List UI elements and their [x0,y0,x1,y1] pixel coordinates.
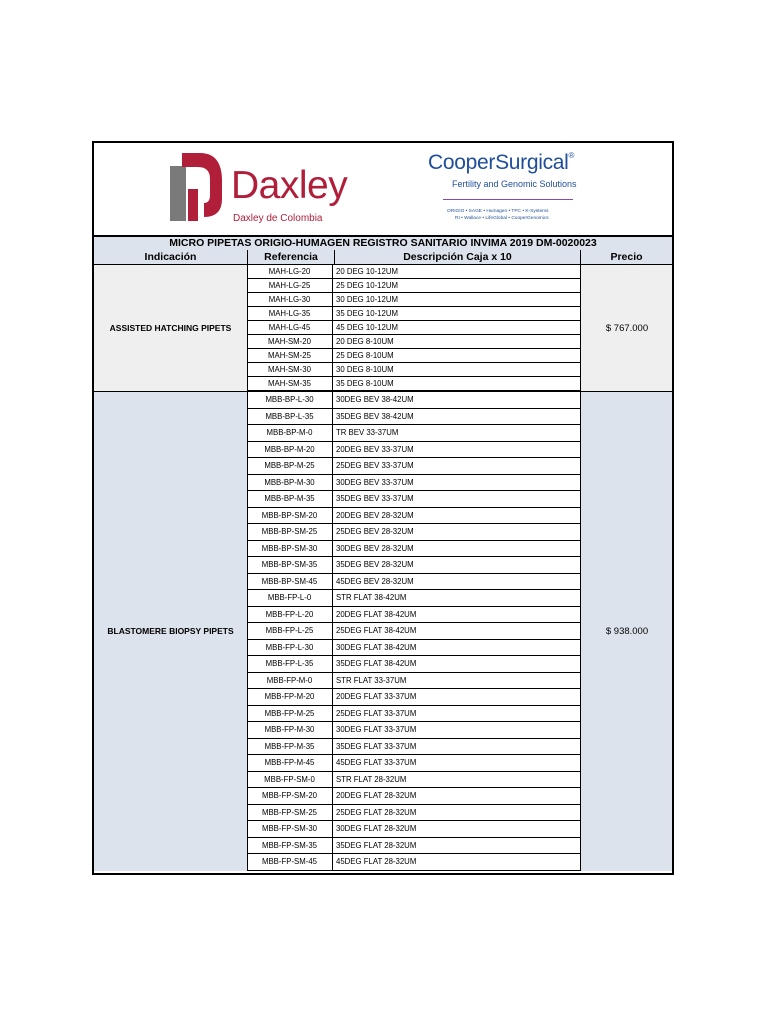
row-referencia: MBB-BP-M-25 [247,458,333,474]
row-descripcion: 45DEG BEV 28-32UM [336,576,414,586]
table-row [247,458,580,475]
table-row [247,307,580,321]
row-referencia: MBB-FP-SM-45 [247,854,333,870]
row-referencia: MBB-BP-SM-35 [247,557,333,573]
row-descripcion: 35DEG BEV 38-42UM [336,411,414,421]
coopersurgical-wordmark [428,152,574,173]
table-row [247,838,580,855]
table-row [247,508,580,525]
table-row [247,557,580,574]
table-row [247,392,580,409]
row-referencia: MAH-LG-25 [247,279,333,292]
row-descripcion: 25DEG FLAT 38-42UM [336,626,417,636]
row-referencia: MBB-FP-L-35 [247,656,333,672]
table-row [247,656,580,673]
table-row [247,279,580,293]
price-list-sheet [92,141,674,875]
row-referencia: MAH-SM-30 [247,363,333,376]
row-descripcion: 25DEG BEV 28-32UM [336,527,414,537]
group-rows [247,392,580,871]
table-row [247,349,580,363]
table-row [247,854,580,871]
row-referencia: MBB-BP-L-30 [247,392,333,408]
table-row [247,722,580,739]
table-row [247,689,580,706]
table-row [247,706,580,723]
table-row [247,409,580,426]
table-row [247,491,580,508]
row-descripcion: 35DEG FLAT 28-32UM [336,840,417,850]
group-rows [247,265,580,391]
row-descripcion: 30 DEG 8-10UM [336,365,394,374]
table-row [247,755,580,772]
row-descripcion: 45 DEG 10-12UM [336,323,398,332]
table-title: MICRO PIPETAS ORIGIO-HUMAGEN REGISTRO SANITARIO INVIMA 2019 DM-0020023 [94,235,672,251]
row-referencia: MBB-BP-M-30 [247,475,333,491]
row-descripcion: 30DEG FLAT 28-32UM [336,824,417,834]
row-descripcion: 30DEG FLAT 38-42UM [336,642,417,652]
table-row [247,442,580,459]
group-precio: $ 938.000 [580,392,673,871]
row-referencia: MBB-FP-L-30 [247,640,333,656]
registered-mark: ® [568,151,575,160]
header-descripcion: Descripción Caja x 10 [403,251,512,263]
row-descripcion: 20DEG FLAT 33-37UM [336,692,417,702]
row-referencia: MBB-BP-SM-25 [247,524,333,540]
row-descripcion: 35DEG FLAT 33-37UM [336,741,417,751]
row-referencia: MBB-BP-SM-30 [247,541,333,557]
row-referencia: MAH-LG-35 [247,307,333,320]
table-row [247,524,580,541]
table-row [247,607,580,624]
row-referencia: MAH-SM-25 [247,349,333,362]
table-row [247,363,580,377]
row-referencia: MAH-SM-35 [247,377,333,390]
product-group [94,265,672,391]
coopersurgical-brands-line1: ORIGIO • SAGE • Humagen • TPC • K-Systems [447,209,549,214]
daxley-subtitle: Daxley de Colombia [233,213,323,224]
coopersurgical-brands-line2: RI • Wallace • LifeGlobal • CooperGenomics [455,216,549,221]
row-descripcion: 25DEG FLAT 33-37UM [336,708,417,718]
table-row [247,574,580,591]
table-row [247,739,580,756]
daxley-wordmark: Daxley [231,164,348,207]
table-row [247,590,580,607]
row-referencia: MAH-LG-20 [247,265,333,278]
group-precio: $ 767.000 [580,265,673,391]
row-referencia: MBB-FP-M-25 [247,706,333,722]
row-descripcion: 20DEG BEV 28-32UM [336,510,414,520]
row-referencia: MBB-BP-L-35 [247,409,333,425]
coopersurgical-name: CooperSurgical [428,151,569,174]
row-descripcion: 35DEG BEV 28-32UM [336,560,414,570]
row-referencia: MAH-SM-20 [247,335,333,348]
table-row [247,772,580,789]
row-descripcion: 25DEG BEV 33-37UM [336,461,414,471]
column-divider [247,392,248,871]
row-descripcion: 20 DEG 10-12UM [336,267,398,276]
row-referencia: MBB-BP-M-0 [247,425,333,441]
table-row [247,640,580,657]
row-referencia: MBB-BP-SM-45 [247,574,333,590]
row-descripcion: TR BEV 33-37UM [336,428,399,438]
row-referencia: MAH-LG-30 [247,293,333,306]
row-referencia: MAH-LG-45 [247,321,333,334]
table-row [247,265,580,279]
row-referencia: MBB-FP-M-45 [247,755,333,771]
table-row [247,321,580,335]
table-row [247,541,580,558]
table-row [247,377,580,391]
row-referencia: MBB-BP-SM-20 [247,508,333,524]
row-descripcion: 35DEG BEV 33-37UM [336,494,414,504]
row-descripcion: 45DEG FLAT 28-32UM [336,857,417,867]
row-descripcion: STR FLAT 38-42UM [336,593,407,603]
row-referencia: MBB-FP-M-0 [247,673,333,689]
row-referencia: MBB-BP-M-35 [247,491,333,507]
row-referencia: MBB-FP-M-30 [247,722,333,738]
table-row [247,293,580,307]
row-descripcion: STR FLAT 33-37UM [336,675,407,685]
coopersurgical-tagline: Fertility and Genomic Solutions [452,179,577,189]
header-referencia: Referencia [264,251,318,263]
group-indicacion: ASSISTED HATCHING PIPETS [109,323,232,333]
table-row [247,821,580,838]
row-descripcion: 30DEG BEV 33-37UM [336,477,414,487]
row-referencia: MBB-FP-SM-25 [247,805,333,821]
table-row [247,425,580,442]
row-referencia: MBB-FP-L-0 [247,590,333,606]
table-row [247,788,580,805]
row-descripcion: 45DEG FLAT 33-37UM [336,758,417,768]
row-referencia: MBB-BP-M-20 [247,442,333,458]
row-referencia: MBB-FP-SM-35 [247,838,333,854]
column-headers [94,250,672,265]
row-descripcion: 25 DEG 10-12UM [336,281,398,290]
row-referencia: MBB-FP-SM-0 [247,772,333,788]
group-indicacion: BLASTOMERE BIOPSY PIPETS [107,626,234,637]
table-row [247,805,580,822]
logo-header [94,143,672,235]
row-descripcion: 25 DEG 8-10UM [336,351,394,360]
row-descripcion: 30DEG BEV 38-42UM [336,395,414,405]
row-referencia: MBB-FP-SM-30 [247,821,333,837]
column-divider [247,265,248,391]
row-descripcion: 35 DEG 8-10UM [336,379,394,388]
table-row [247,475,580,492]
row-referencia: MBB-FP-M-20 [247,689,333,705]
row-descripcion: 20DEG FLAT 28-32UM [336,791,417,801]
table-row [247,673,580,690]
row-descripcion: 30DEG BEV 28-32UM [336,543,414,553]
row-descripcion: 30DEG FLAT 33-37UM [336,725,417,735]
coopersurgical-divider [443,199,573,200]
row-descripcion: 35DEG FLAT 38-42UM [336,659,417,669]
row-descripcion: STR FLAT 28-32UM [336,774,407,784]
row-descripcion: 20 DEG 8-10UM [336,337,394,346]
row-referencia: MBB-FP-L-20 [247,607,333,623]
row-descripcion: 20DEG BEV 33-37UM [336,444,414,454]
row-referencia: MBB-FP-L-25 [247,623,333,639]
table-row [247,335,580,349]
row-referencia: MBB-FP-M-35 [247,739,333,755]
header-indicacion: Indicación [144,251,197,263]
row-descripcion: 25DEG FLAT 28-32UM [336,807,417,817]
table-row [247,623,580,640]
product-group [94,391,672,871]
row-referencia: MBB-FP-SM-20 [247,788,333,804]
row-descripcion: 30 DEG 10-12UM [336,295,398,304]
header-precio: Precio [610,251,643,263]
row-descripcion: 20DEG FLAT 38-42UM [336,609,417,619]
row-descripcion: 35 DEG 10-12UM [336,309,398,318]
